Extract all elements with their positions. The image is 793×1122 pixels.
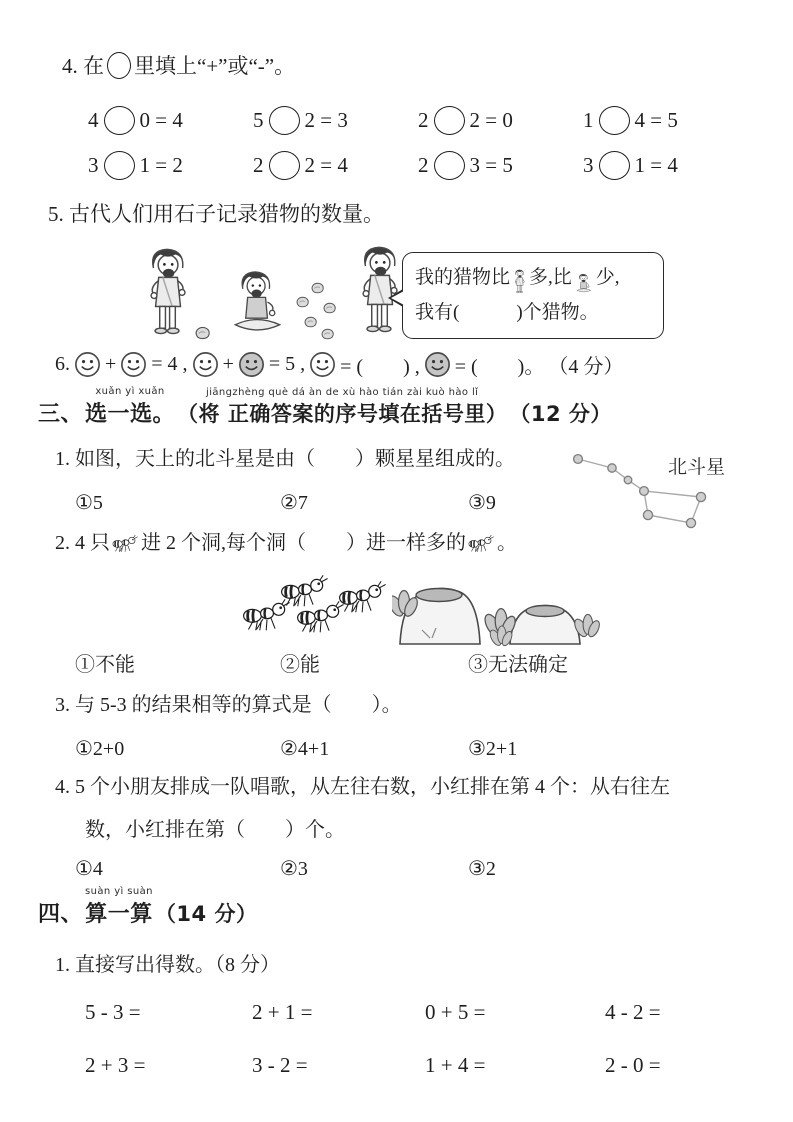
speech-bubble: [402, 252, 664, 339]
smiley-white-icon: [309, 351, 336, 378]
option: ②3: [280, 858, 308, 880]
speech-bubble-line2: 我有( )个猎物。: [415, 302, 599, 324]
q6-number: 6.: [55, 353, 70, 375]
equation: 4 0 = 4: [88, 106, 253, 135]
answer-circle[interactable]: [599, 106, 630, 135]
q4-prompt: 4. 在 里填上“+”或“-”。: [62, 54, 296, 78]
mini-caveman-standing-icon: [511, 269, 528, 295]
section3-pinyin-sub: jiāngzhèng què dá àn de xù hào tián zài kuò hào lǐ: [206, 387, 479, 398]
smiley-white-icon: [192, 351, 219, 378]
s3-q4-line1: 4. 5 个小朋友排成一队唱歌，从左往右数，小红排在第 4 个：从右往左: [55, 776, 670, 798]
caveman-sitting-icon: [224, 268, 292, 340]
four-ants-icon: [240, 564, 392, 646]
speech-bubble-line1: 我的猎物比 多,比 少,: [415, 260, 653, 295]
s3-q2-text: 2. 4 只 进 2 个洞,每个洞（ ）进一样多的 。: [55, 532, 517, 554]
equation: 2 2 = 0: [418, 106, 583, 135]
stone-icon: [295, 296, 310, 308]
q4-equation-grid: [88, 106, 736, 180]
stone-icon: [303, 316, 318, 328]
stone-icon: [322, 302, 337, 314]
s3-q1-text: 1. 如图，天上的北斗星是由（ ）颗星星组成的。: [55, 448, 515, 470]
option: ①2+0: [75, 738, 125, 760]
option: ③2+1: [468, 738, 518, 760]
mini-caveman-sitting-icon: [573, 273, 595, 295]
calc-problem: 0 + 5 =: [425, 1000, 486, 1024]
s3-q3-text: 3. 与 5-3 的结果相等的算式是（ ）。: [55, 694, 402, 716]
option: ②7: [280, 492, 308, 514]
q6-score: （4 分）: [548, 356, 624, 378]
calc-problem: 1 + 4 =: [425, 1053, 486, 1077]
equation: 2 3 = 5: [418, 151, 583, 180]
answer-circle[interactable]: [269, 106, 300, 135]
stone-icon: [194, 326, 211, 340]
q5-prompt: 5. 古代人们用石子记录猎物的数量。: [48, 202, 384, 226]
equation: 3 1 = 2: [88, 151, 253, 180]
big-dipper-label: 北斗星: [668, 456, 726, 478]
option: ②4+1: [280, 738, 330, 760]
s4-subprompt: 1. 直接写出得数。（8 分）: [55, 954, 280, 976]
ant-hills-icon: [392, 564, 600, 648]
example-circle: [107, 52, 131, 79]
stone-icon: [320, 328, 335, 340]
option: ①5: [75, 492, 103, 514]
calc-grid: [85, 1000, 750, 1078]
q4-number: 4.: [62, 54, 78, 78]
equation: 2 2 = 4: [253, 151, 418, 180]
section3-subtitle: （将 正确答案的序号填在括号里）: [177, 402, 508, 426]
answer-circle[interactable]: [104, 106, 135, 135]
q6-row: 6. + = 4 , + = 5 , = ( ) , = ( )。 （4 分）: [55, 350, 623, 379]
smiley-gray-icon: [424, 351, 451, 378]
section3-heading: [38, 386, 612, 428]
smiley-gray-icon: [238, 351, 265, 378]
option: ③2: [468, 858, 496, 880]
s3-q4-line2: 数，小红排在第（ ）个。: [85, 819, 345, 841]
ants-figure: [240, 564, 640, 648]
big-dipper-figure: [556, 436, 792, 548]
option: ②能: [280, 654, 320, 676]
answer-circle[interactable]: [269, 151, 300, 180]
section4-pinyin: suàn yì suàn: [85, 886, 153, 897]
ant-icon: [468, 534, 495, 553]
smiley-white-icon: [74, 351, 101, 378]
s3-q1-options: [75, 490, 635, 515]
section4-title: 算一算: [85, 902, 153, 927]
s3-q2-options: [75, 648, 695, 677]
caveman-standing-icon: [140, 246, 194, 342]
answer-circle[interactable]: [434, 151, 465, 180]
calc-problem: 4 - 2 =: [605, 1000, 661, 1024]
s3-q4-options: [75, 856, 635, 881]
option: ①不能: [75, 654, 135, 676]
equation: 1 4 = 5: [583, 106, 736, 135]
calc-problem: 5 - 3 =: [85, 1000, 141, 1024]
section4-heading: [38, 886, 257, 928]
calc-problem: 2 + 3 =: [85, 1053, 146, 1077]
stone-icon: [310, 282, 325, 294]
section3-score: （12 分）: [509, 402, 612, 426]
option: ③9: [468, 492, 496, 514]
section3-prefix: 三、: [38, 402, 84, 427]
section3-title: 选一选。: [85, 402, 176, 427]
answer-circle[interactable]: [434, 106, 465, 135]
section3-pinyin-title: xuǎn yì xuǎn: [95, 386, 165, 397]
calc-problem: 2 - 0 =: [605, 1053, 661, 1077]
q5-figure: [0, 238, 793, 354]
calc-problem: 3 - 2 =: [252, 1053, 308, 1077]
equation: 5 2 = 3: [253, 106, 418, 135]
section4-prefix: 四、: [38, 902, 84, 927]
equation: 3 1 = 4: [583, 151, 736, 180]
s3-q3-options: [75, 736, 635, 761]
answer-circle[interactable]: [104, 151, 135, 180]
option: ①4: [75, 858, 103, 880]
section4-score: （14 分）: [154, 902, 258, 926]
option: ③无法确定: [468, 654, 568, 676]
smiley-white-icon: [120, 351, 147, 378]
answer-circle[interactable]: [599, 151, 630, 180]
ant-icon: [112, 534, 139, 553]
calc-problem: 2 + 1 =: [252, 1000, 313, 1024]
